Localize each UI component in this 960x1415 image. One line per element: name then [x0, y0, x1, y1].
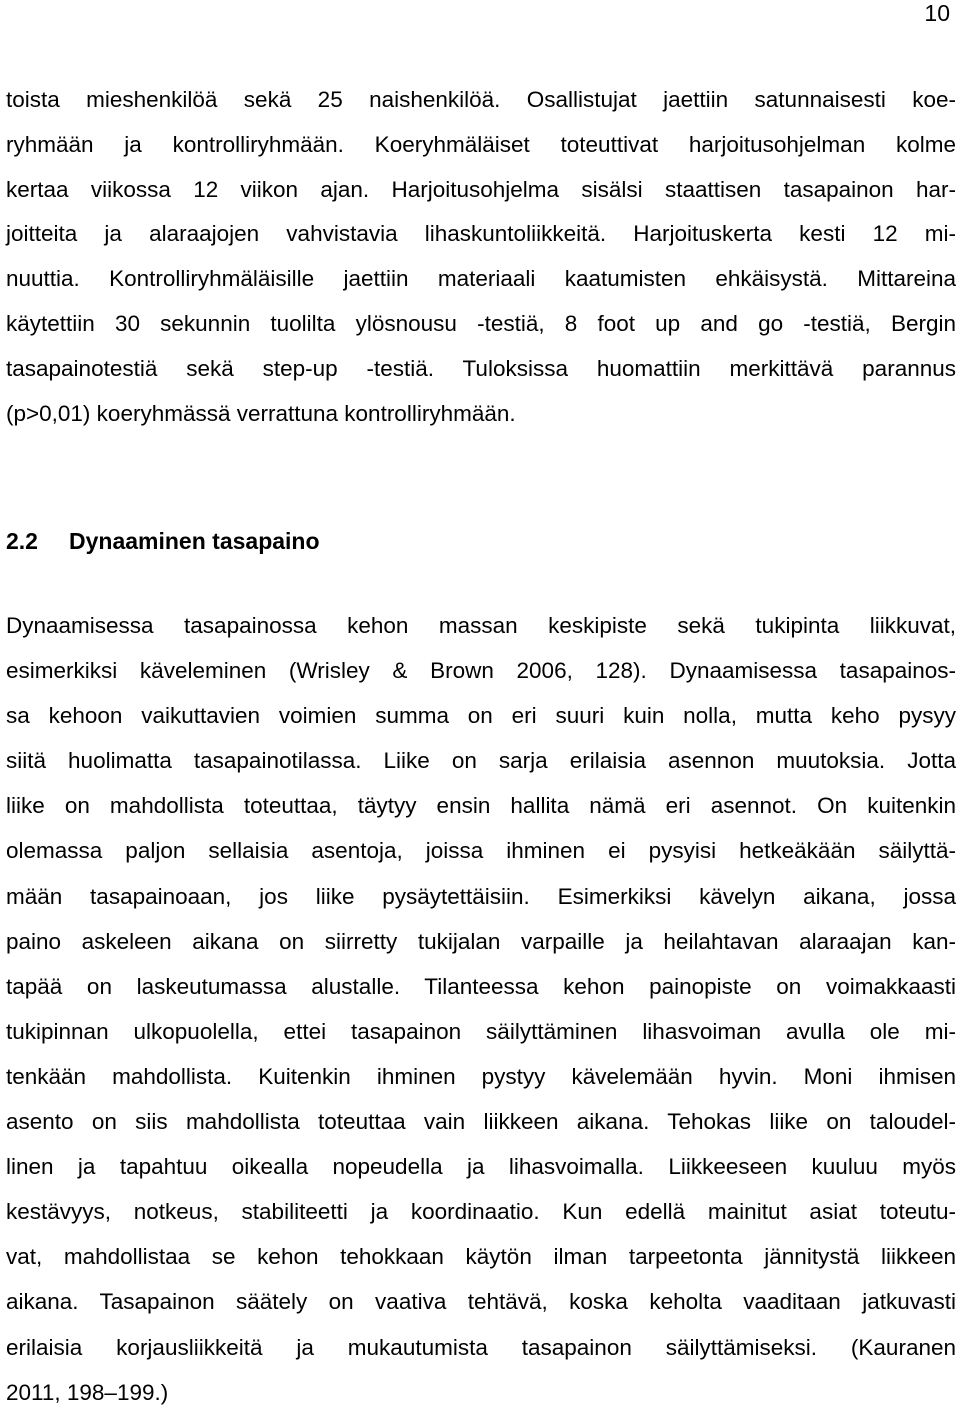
page-number: 10 [924, 0, 950, 26]
paragraph-line: liike on mahdollista toteuttaa, täytyy ensin hallita nämä eri asennot. On kuitenkin [6, 793, 956, 819]
paragraph-line: erilaisia korjausliikkeitä ja mukautumista tasapainon säilyttämiseksi. (Kauranen [6, 1334, 956, 1360]
paragraph-line: tasapainotestiä sekä step-up -testiä. Tuloksissa huomattiin merkittävä parannus [6, 355, 956, 381]
paragraph-line: tukipinnan ulkopuolella, ettei tasapainon säilyttäminen lihasvoiman avulla ole mi- [6, 1018, 956, 1044]
paragraph-line: paino askeleen aikana on siirretty tukijalan varpaille ja heilahtavan alaraajan kan- [6, 928, 956, 954]
paragraph-line: linen ja tapahtuu oikealla nopeudella ja lihasvoimalla. Liikkeeseen kuuluu myös [6, 1154, 956, 1180]
paragraph-line: vat, mahdollistaa se kehon tehokkaan käytön ilman tarpeetonta jännitystä liikkeen [6, 1244, 956, 1270]
paragraph-line: kestävyys, notkeus, stabiliteetti ja koordinaatio. Kun edellä mainitut asiat toteutu- [6, 1199, 956, 1225]
paragraph-line: siitä huolimatta tasapainotilassa. Liike on sarja erilaisia asennon muutoksia. Jotta [6, 748, 956, 774]
paragraph-line: esimerkiksi käveleminen (Wrisley & Brown 2006, 128). Dynaamisessa tasapainos- [6, 658, 956, 684]
paragraph-line: mään tasapainoaan, jos liike pysäytettäisiin. Esimerkiksi kävelyn aikana, jossa [6, 883, 956, 909]
paragraph-line: aikana. Tasapainon säätely on vaativa tehtävä, koska keholta vaaditaan jatkuvasti [6, 1289, 956, 1315]
paragraph-line: tapää on laskeutumassa alustalle. Tilanteessa kehon painopiste on voimakkaasti [6, 973, 956, 999]
paragraph-dynamic-balance [6, 603, 956, 1415]
section-heading [6, 524, 320, 558]
paragraph-intervention-study [6, 78, 956, 436]
paragraph-line: kertaa viikossa 12 viikon ajan. Harjoitusohjelma sisälsi staattisen tasapainon har- [6, 176, 956, 202]
paragraph-line: tenkään mahdollista. Kuitenkin ihminen pystyy kävelemään hyvin. Moni ihmisen [6, 1063, 956, 1089]
paragraph-line: (p>0,01) koeryhmässä verrattuna kontrolliryhmään. [6, 400, 516, 426]
paragraph-line: toista mieshenkilöä sekä 25 naishenkilöä. Osallistujat jaettiin satunnaisesti koe- [6, 87, 956, 112]
paragraph-line: 2011, 198–199.) [6, 1379, 169, 1405]
paragraph-line: joitteita ja alaraajojen vahvistavia lihaskuntoliikkeitä. Harjoituskerta kesti 12 mi- [6, 221, 956, 247]
paragraph-line: olemassa paljon sellaisia asentoja, joissa ihminen ei pysyisi hetkeäkään säilyttä- [6, 838, 956, 864]
paragraph-line: ryhmään ja kontrolliryhmään. Koeryhmäläiset toteuttivat harjoitusohjelman kolme [6, 131, 956, 157]
section-number: 2.2 [6, 528, 38, 554]
paragraph-line: Dynaamisessa tasapainossa kehon massan keskipiste sekä tukipinta liikkuvat, [6, 613, 956, 638]
paragraph-line: käytettiin 30 sekunnin tuolilta ylösnousu -testiä, 8 foot up and go -testiä, Bergin [6, 310, 956, 336]
paragraph-line: sa kehoon vaikuttavien voimien summa on eri suuri kuin nolla, mutta keho pysyy [6, 703, 956, 729]
paragraph-line: nuuttia. Kontrolliryhmäläisille jaettiin materiaali kaatumisten ehkäisystä. Mittareina [6, 266, 956, 292]
section-title: Dynaaminen tasapaino [69, 528, 320, 554]
paragraph-line: asento on siis mahdollista toteuttaa vain liikkeen aikana. Tehokas liike on taloudel- [6, 1109, 956, 1135]
